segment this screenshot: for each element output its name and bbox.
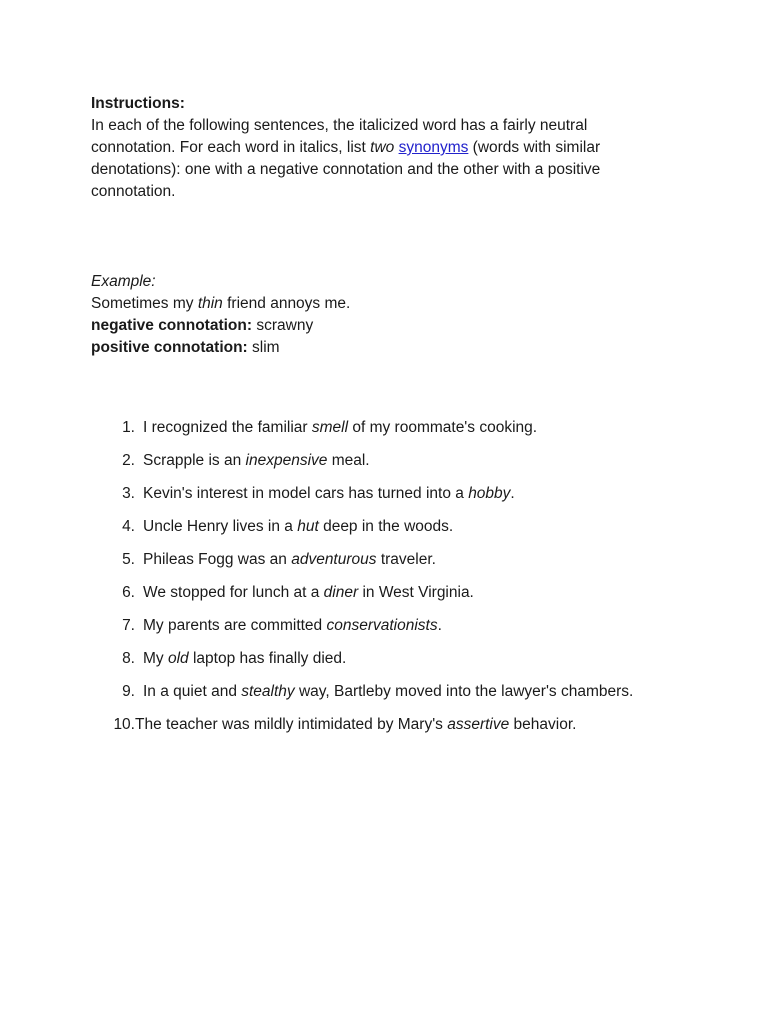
example-positive-value: slim <box>247 339 280 356</box>
instructions-heading: Instructions: <box>91 95 185 112</box>
list-item <box>91 417 651 450</box>
italic-word: hut <box>297 518 319 535</box>
list-item-number: 4. <box>122 518 135 535</box>
example-label <box>91 271 651 293</box>
list-item-number: 6. <box>122 584 135 601</box>
italic-word: inexpensive <box>245 452 328 469</box>
italic-word: old <box>167 650 189 667</box>
list-item-number: 1. <box>122 419 135 436</box>
list-item-text: The teacher was mildly intimidated by Mary's assertive behavior. <box>135 716 577 733</box>
list-item-number: 7. <box>122 617 135 634</box>
list-item-number: 2. <box>122 452 135 469</box>
list-item <box>91 582 651 615</box>
example-sentence-before: Sometimes my <box>91 295 198 312</box>
list-item <box>91 516 651 549</box>
list-item-number: 8. <box>122 650 135 667</box>
italic-word: diner <box>323 584 359 601</box>
list-item <box>91 549 651 582</box>
sentence-list <box>91 417 651 747</box>
document-page <box>91 93 651 747</box>
list-item <box>91 714 651 747</box>
list-item <box>91 450 651 483</box>
list-item <box>91 681 651 714</box>
italic-word: assertive <box>447 716 510 733</box>
example-positive-label: positive connotation: <box>91 339 248 356</box>
list-item-text: My parents are committed conservationists. <box>143 617 442 634</box>
list-item <box>91 483 651 516</box>
italic-word: smell <box>311 419 349 436</box>
list-item <box>91 648 651 681</box>
italic-word: adventurous <box>291 551 377 568</box>
example-sentence-italic: thin <box>197 295 223 312</box>
example-negative <box>91 315 651 337</box>
list-item-text: Kevin's interest in model cars has turned into a hobby. <box>143 485 515 502</box>
list-item-text: I recognized the familiar smell of my roommate's cooking. <box>143 419 538 436</box>
instructions-block <box>91 93 651 203</box>
list-item-number: 3. <box>122 485 135 502</box>
italic-word: conservationists <box>326 617 438 634</box>
example-label-text: Example: <box>91 273 156 290</box>
example-negative-value: scrawny <box>252 317 314 334</box>
instructions-italic-two: two <box>370 139 395 156</box>
italic-word: hobby <box>468 485 511 502</box>
list-item-number: 9. <box>122 683 135 700</box>
instructions-text-part2: (words with similar denotations): one with a negative connotation and the other with a positive connotation. <box>91 139 601 200</box>
list-item-number: 10. <box>113 716 135 733</box>
example-negative-label: negative connotation: <box>91 317 253 334</box>
example-positive <box>91 337 651 359</box>
list-item-number: 5. <box>122 551 135 568</box>
italic-word: stealthy <box>241 683 295 700</box>
list-item-text: In a quiet and stealthy way, Bartleby moved into the lawyer's chambers. <box>143 683 634 700</box>
list-item-text: We stopped for lunch at a diner in West Virginia. <box>143 584 474 601</box>
instructions-text-part1: In each of the following sentences, the italicized word has a fairly neutral connotation. For each word in italics, list <box>91 117 588 156</box>
instructions-text <box>91 115 651 203</box>
list-item-text: My old laptop has finally died. <box>143 650 347 667</box>
list-item <box>91 615 651 648</box>
list-item-text: Phileas Fogg was an adventurous traveler. <box>143 551 436 568</box>
example-sentence <box>91 293 651 315</box>
synonyms-link[interactable]: synonyms <box>398 139 469 156</box>
list-item-text: Uncle Henry lives in a hut deep in the woods. <box>143 518 454 535</box>
example-sentence-after: friend annoys me. <box>222 295 351 312</box>
list-item-text: Scrapple is an inexpensive meal. <box>143 452 370 469</box>
example-block <box>91 271 651 359</box>
